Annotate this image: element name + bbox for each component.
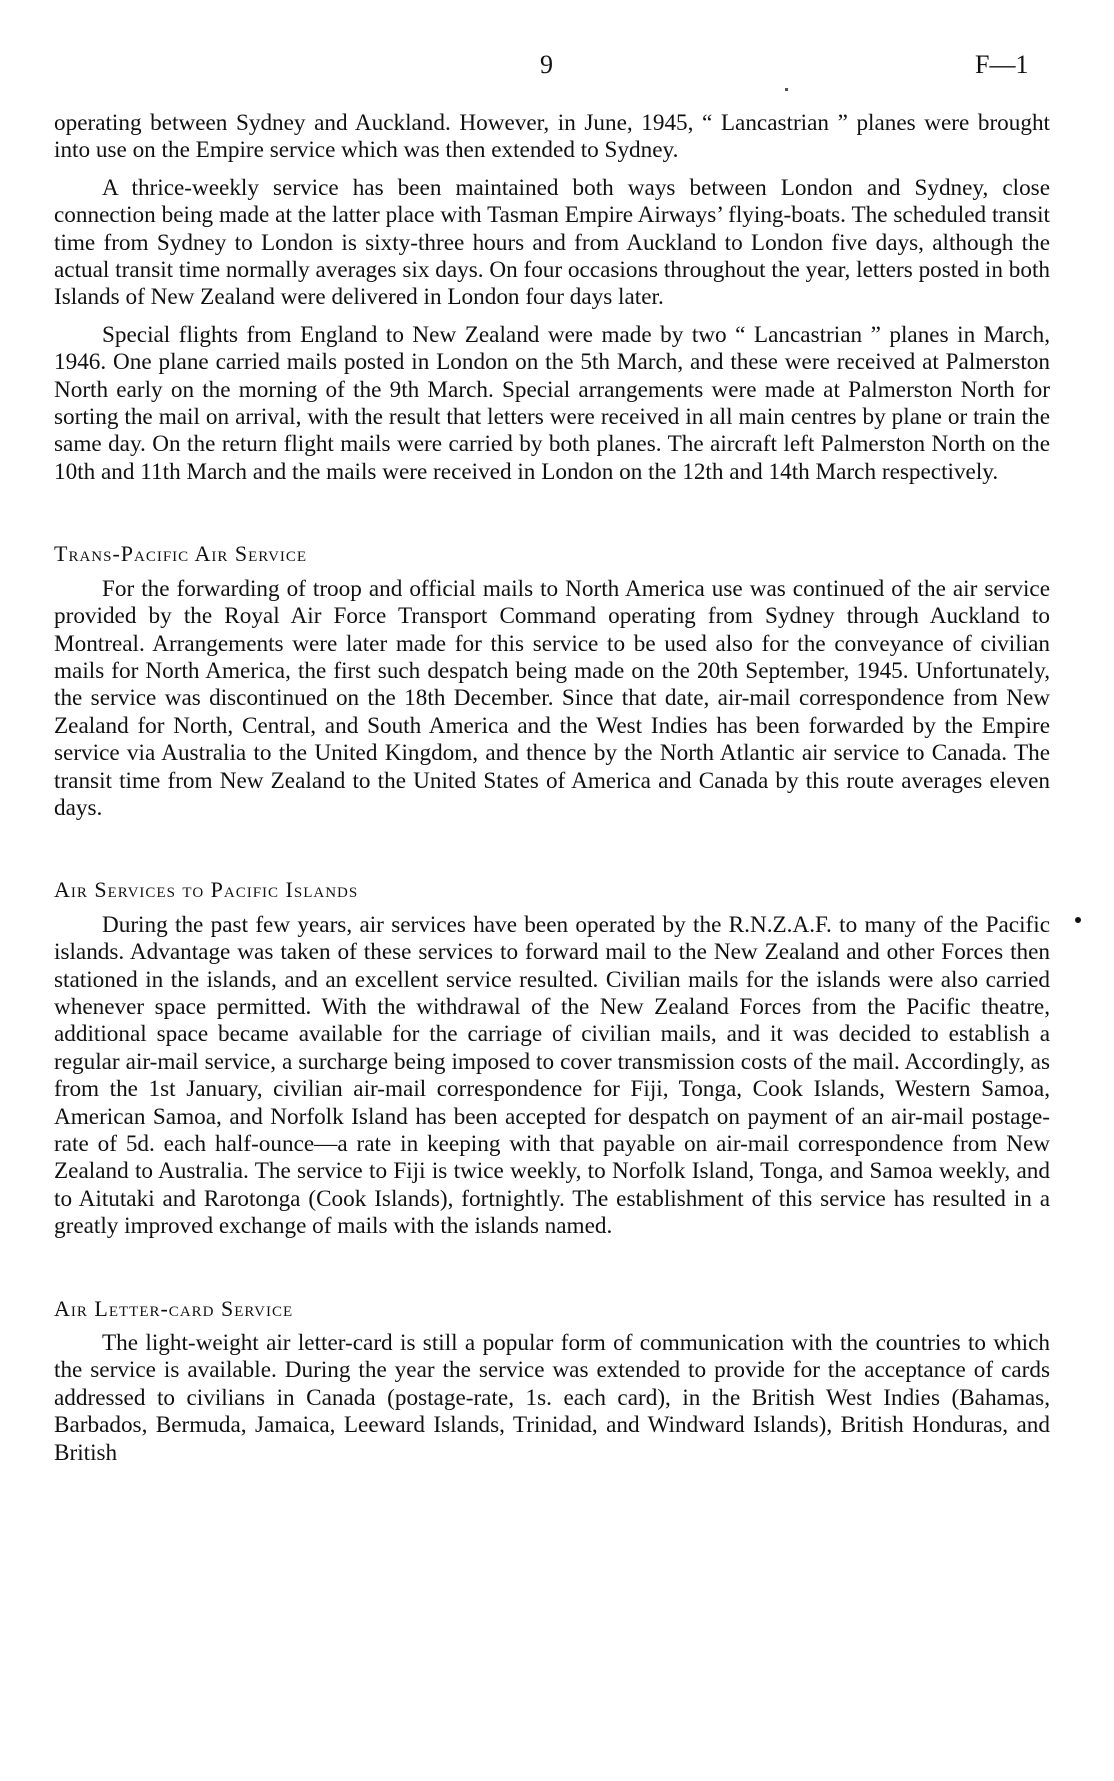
margin-dot xyxy=(1075,917,1081,923)
paragraph-continuation: operating between Sydney and Auckland. However, in June, 1945, “ Lancastrian ” planes were brought into use on the Empire service which was then extended to Sydney. xyxy=(54,110,1050,164)
section-heading-trans-pacific: Trans-Pacific Air Service xyxy=(54,541,308,567)
paragraph-special-flights: Special flights from England to New Zealand were made by two “ Lancastrian ” planes in March, 1946. One plane carried mails posted in London on the 5th March, and these were received at Palmerston North early on the morning of the 9th March. Special arrangements were made at Palmerston North for sorting the mail on arrival, with the result that letters were received in all main centres by plane or train the same day. On the return flight mails were carried by both planes. The aircraft left Palmerston North on the 10th and 11th March and the mails were received in London on the 12th and 14th March respectively. xyxy=(54,321,1050,485)
paragraph-thrice-weekly-service: A thrice-weekly service has been maintained both ways between London and Sydney, close connection being made at the latter place with Tasman Empire Airways’ flying-boats. The scheduled transit time from Sydney to London is sixty-three hours and from Auckland to London five days, although the actual transit time normally averages six days. On four occasions throughout the year, letters posted in both Islands of New Zealand were delivered in London four days later. xyxy=(54,174,1050,311)
scan-mark xyxy=(785,88,788,91)
paragraph-letter-card: The light-weight air letter-card is still a popular form of communication with the countries to which the service is available. During the year the service was extended to provide for the acceptance of cards addressed to civilians in Canada (postage-rate, 1s. each card), in the British West Indies (Bahamas, Barbados, Bermuda, Jamaica, Leeward Islands, Trinidad, and Windward Islands), British Honduras, and British xyxy=(54,1330,1050,1466)
document-code: F—1 xyxy=(975,50,1029,79)
paragraph-pacific-islands: During the past few years, air services have been operated by the R.N.Z.A.F. to many of the Pacific islands. Advantage was taken of these services to forward mail to the New Zealand and other Forces then stationed in the islands, and an excellent service resulted. Civilian mails for the islands were also carried whenever space permitted. With the withdrawal of the New Zealand Forces from the Pacific theatre, additional space became available for the carriage of civilian mails, and it was decided to establish a regular air-mail service, a surcharge being imposed to cover transmission costs of the mail. Accordingly, as from the 1st January, civilian air-mail correspondence for Fiji, Tonga, Cook Islands, Western Samoa, American Samoa, and Norfolk Island has been accepted for despatch on payment of an air-mail postage-rate of 5d. each half-ounce—a rate in keeping with that payable on air-mail correspondence from New Zealand to Australia. The service to Fiji is twice weekly, to Norfolk Island, Tonga, and Samoa weekly, and to Aitutaki and Rarotonga (Cook Islands), fortnightly. The establishment of this service has resulted in a greatly improved exchange of mails with the islands named. xyxy=(54,911,1050,1240)
section-heading-letter-card: Air Letter-card Service xyxy=(54,1295,294,1321)
section-heading-pacific-islands: Air Services to Pacific Islands xyxy=(54,877,359,903)
page-number: 9 xyxy=(540,50,553,79)
paragraph-trans-pacific: For the forwarding of troop and official mails to North America use was continued of the air service provided by the Royal Air Force Transport Command operating from Sydney through Auckland to Montreal. Arrangements were later made for this service to be used also for the conveyance of civilian mails for North America, the first such despatch being made on the 20th September, 1945. Unfortunately, the service was discontinued on the 18th December. Since that date, air-mail correspondence from New Zealand for North, Central, and South America and the West Indies has been forwarded by the Empire service via Australia to the United Kingdom, and thence by the North Atlantic air service to Canada. The transit time from New Zealand to the United States of America and Canada by this route averages eleven days. xyxy=(54,575,1050,821)
document-body xyxy=(54,110,1050,1477)
